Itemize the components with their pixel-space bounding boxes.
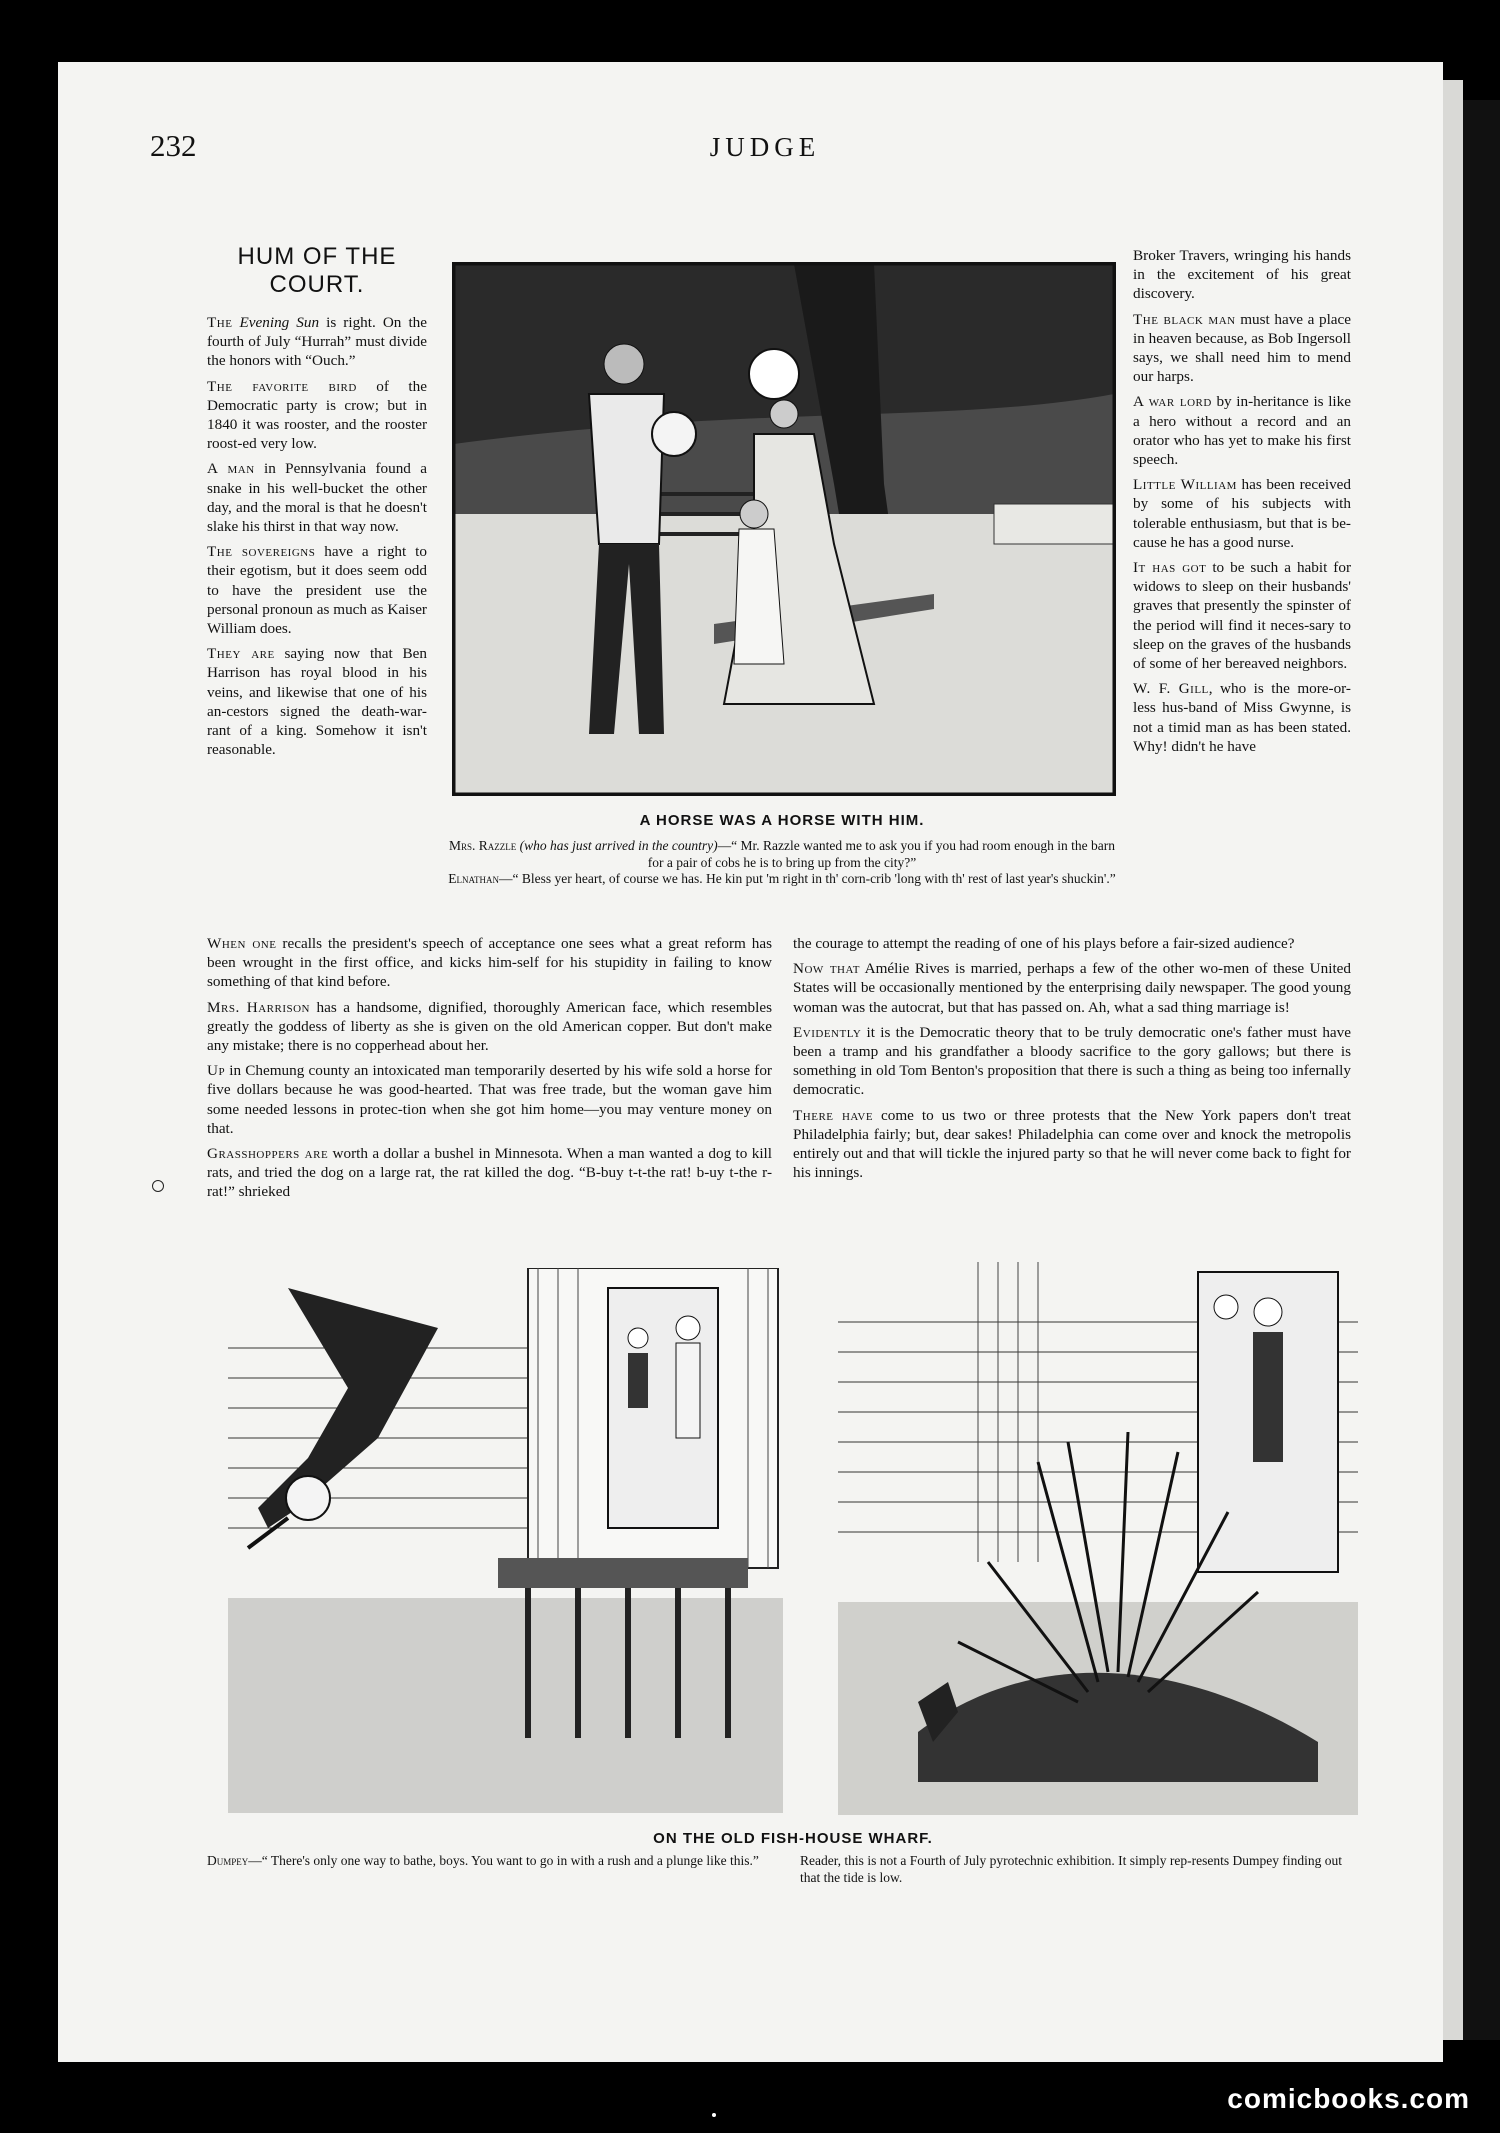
- paragraph: [207, 934, 772, 992]
- paragraph-text: in Pennsylvania found a snake in his well-bucket the other day, and the moral is that he doesn't slake his thirst in that way now.: [207, 460, 427, 536]
- caption-line-2: [442, 871, 1122, 888]
- speaker-name: Mrs. Razzle: [448, 838, 517, 853]
- paragraph: [207, 377, 427, 454]
- paragraph-lead: Grasshoppers are: [207, 1145, 329, 1163]
- paragraph: [793, 934, 1351, 953]
- margin-circle-mark: [152, 1180, 164, 1192]
- paragraph-text: come to us two or three protests that the New York papers don't treat Philadelphia fairly; but, dear sakes! Philadelphia can come over and knock the metropolis entirely out and that will tickle the injured party so that he will never come back to fight for his innings.: [793, 1106, 1351, 1182]
- wharf-cartoon-title: ON THE OLD FISH-HOUSE WHARF.: [653, 1830, 933, 1847]
- paragraph: [1133, 246, 1351, 304]
- paragraph: [207, 998, 772, 1056]
- paragraph-lead: When one: [207, 935, 277, 952]
- wharf-splash-illustration: [838, 1262, 1358, 1815]
- paragraph-text: to be such a habit for widows to sleep on their husbands' graves that presently the spinster of the period will find it neces-sary to sleep on the graves of the husbands of some of her bereaved neighbors.: [1133, 559, 1351, 673]
- paragraph-text: saying now that Ben Harrison has royal blood in his veins, and likewise that one of his an-cestors signed the death-war-rant of a king. Somehow it isn't reasonable.: [207, 645, 427, 759]
- paragraph-lead: Evidently: [793, 1023, 862, 1041]
- paragraph-lead: It has got: [1133, 559, 1207, 577]
- wharf-caption-right: [800, 1853, 1360, 1886]
- section-title-line2: COURT.: [269, 271, 365, 298]
- bottom-dot: [712, 2113, 716, 2117]
- horse-cartoon-title: A HORSE WAS A HORSE WITH HIM.: [639, 812, 925, 829]
- paragraph: [207, 459, 427, 536]
- masthead: JUDGE: [709, 132, 821, 162]
- wide-left-column: [207, 934, 772, 1208]
- paragraph-text: worth a dollar a bushel in Minnesota. When a man wanted a dog to kill rats, and tried the dog on a large rat, the rat killed the dog. “B-buy t-t-the rat! b-uy t-the r-rat!” shrieked: [207, 1145, 772, 1201]
- paragraph-lead: A man: [207, 460, 255, 478]
- illustration-drawing: [838, 1262, 1358, 1815]
- paragraph: [793, 1106, 1351, 1183]
- caption-speech: —“ There's only one way to bathe, boys. You want to go in with a rush and a plunge like this.”: [248, 1853, 759, 1868]
- paragraph-lead: A war lord: [1133, 393, 1212, 411]
- paragraph-text: has a handsome, dignified, thoroughly American face, which resembles greatly the goddess of liberty as she is given on the old American copper. But don't make any mistake; there is no copperhead about her.: [207, 998, 772, 1055]
- paragraph-lead: Up: [207, 1062, 226, 1080]
- paragraph-lead: Little William: [1133, 476, 1237, 494]
- caption-speech: —“ Bless yer heart, of course we has. He kin put 'm right in th' corn-crib 'long with th' rest of last year's shuckin'.”: [499, 871, 1116, 886]
- paragraph: [207, 1061, 772, 1138]
- page-spine: [1443, 80, 1463, 2040]
- speaker-name: Dumpey: [207, 1853, 249, 1868]
- paragraph-lead: Now that: [793, 960, 860, 978]
- wharf-dive-illustration: [228, 1268, 783, 1813]
- paragraph: [793, 959, 1351, 1017]
- paragraph-text: it is the Democratic theory that to be truly democratic one's father must have been a tramp and his grandfather a bloody sacrifice to the gory gallows; but there is something in old Tom Benton's proposition that there is such a thing as being too infernally democratic.: [793, 1023, 1351, 1099]
- paragraph-text: recalls the president's speech of acceptance one sees what a great reform has been wrought in the first office, and kicks him-self for his stupidity in failing to know something of that kind before.: [207, 935, 772, 991]
- paragraph: [207, 644, 427, 759]
- paragraph: [207, 542, 427, 638]
- site-watermark: comicbooks.com: [1227, 2083, 1470, 2114]
- paragraph-text: Amélie Rives is married, perhaps a few of the other wo-men of these United States will be occasionally mentioned by the enterprising daily newspaper. The good young woman was the autocrat, but that has passed on. Ah, what a sad thing marriage is!: [793, 960, 1352, 1016]
- paragraph: [1133, 558, 1351, 673]
- paragraph-lead: The black man: [1133, 310, 1236, 328]
- page-header: [150, 128, 1380, 168]
- illustration-drawing: [228, 1268, 783, 1813]
- wharf-caption-left: [207, 1853, 782, 1870]
- section-title: [207, 243, 427, 299]
- speaker-name: Elnathan: [448, 871, 500, 886]
- italic-title: Evening Sun: [239, 314, 320, 331]
- horse-cartoon-caption: [442, 838, 1122, 888]
- paragraph-text: have a right to their egotism, but it does seem odd to have the president use the personal pronoun as much as Kaiser William does.: [207, 543, 427, 638]
- caption-speech: —“ Mr. Razzle wanted me to ask you if you had room enough in the barn for a pair of cobs he is to bring up from the city?”: [647, 838, 1116, 870]
- section-title-line1: HUM OF THE: [237, 243, 397, 270]
- paragraph: [1133, 679, 1351, 756]
- paragraph-lead: There have: [793, 1106, 874, 1124]
- paragraph: [207, 1144, 772, 1202]
- caption-speech: Reader, this is not a Fourth of July pyrotechnic exhibition. It simply rep-resents Dumpey finding out that the tide is low.: [800, 1853, 1342, 1885]
- paragraph: [1133, 475, 1351, 552]
- paragraph-lead: The: [207, 314, 233, 331]
- wide-right-column: [793, 934, 1351, 1188]
- paragraph-lead: W. F. Gill: [1133, 680, 1209, 698]
- paragraph-text: the courage to attempt the reading of one of his plays before a fair-sized audience?: [793, 935, 1295, 952]
- paragraph-text: of the Democratic party is crow; but in 1840 it was rooster, and the rooster roost-ed very low.: [207, 377, 427, 453]
- page-edge: [1463, 100, 1500, 2040]
- paragraph: [793, 1023, 1351, 1100]
- paragraph-lead: They are: [207, 645, 275, 663]
- paragraph: [1133, 392, 1351, 469]
- paragraph-lead: The sovereigns: [207, 543, 316, 561]
- horse-cartoon-illustration: [452, 262, 1116, 796]
- paragraph-lead: Mrs. Harrison: [207, 998, 310, 1016]
- paragraph-text: has been received by some of his subjects with tolerable enthusiasm, but that is be-cause he has a good nurse.: [1133, 476, 1351, 551]
- paragraph: [1133, 310, 1351, 387]
- paragraph-text: is right. On the fourth of July “Hurrah” must divide the honors with “Ouch.”: [207, 314, 427, 370]
- paragraph-text: in Chemung county an intoxicated man temporarily deserted by his wife sold a horse for five dollars because he was good-hearted. That was free trade, but the woman gave him some needed lessons in protec-tion when she got him home—you may venture money on that.: [207, 1062, 772, 1137]
- left-column: [207, 243, 427, 765]
- page-number: 232: [150, 128, 197, 163]
- caption-line-1: [442, 838, 1122, 871]
- illustration-drawing: [454, 264, 1114, 794]
- stage-direction: (who has just arrived in the country): [519, 838, 718, 853]
- paragraph-text: , who is the more-or-less hus-band of Miss Gwynne, is not a timid man as has been stated. Why! didn't he have: [1133, 680, 1351, 755]
- paragraph-text: must have a place in heaven because, as Bob Ingersoll says, we shall need him to mend our harps.: [1133, 310, 1352, 386]
- paragraph-lead: The favorite bird: [207, 377, 357, 395]
- right-column: [1133, 246, 1351, 762]
- paragraph-text: by in-heritance is like a hero without a record and an orator who has yet to make his first speech.: [1133, 393, 1351, 469]
- paragraph-text: Broker Travers, wringing his hands in the excitement of his great discovery.: [1133, 247, 1351, 303]
- paragraph: [207, 313, 427, 371]
